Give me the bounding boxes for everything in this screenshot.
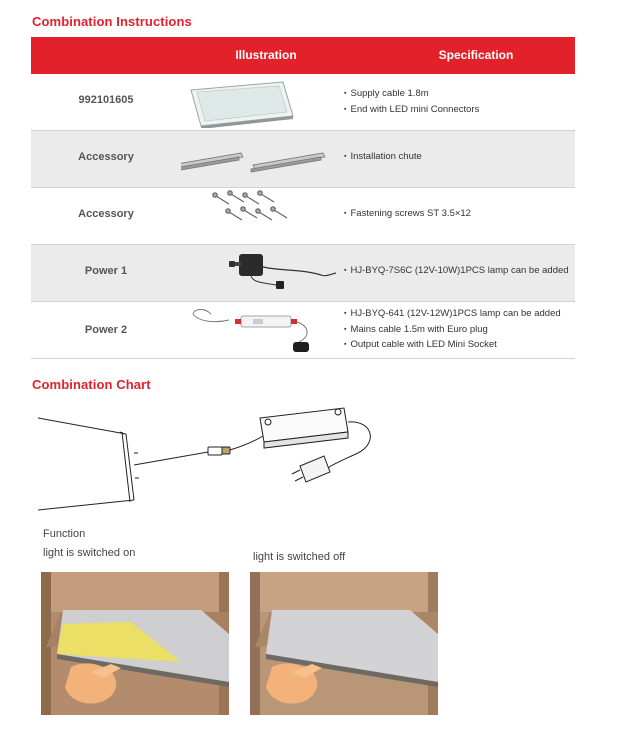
- spec-item: ▪ Fastening screws ST 3.5×12: [344, 206, 471, 222]
- power-adapter-icon: [181, 249, 341, 302]
- row-name: Power 1: [84, 265, 128, 277]
- combination-diagram: [38, 398, 398, 518]
- light-on-label: light is switched on: [43, 547, 136, 559]
- row-spec: [344, 306, 561, 353]
- table-row: [31, 302, 575, 359]
- combination-chart-title: Combination Chart: [32, 377, 151, 392]
- row-spec: [344, 263, 569, 279]
- table-row: [31, 245, 575, 302]
- spec-item: ▪ HJ-BYQ-641 (12V-12W)1PCS lamp can be added: [344, 306, 561, 322]
- led-panel-icon: [181, 78, 341, 133]
- table-row: [31, 74, 575, 131]
- row-spec: [344, 149, 422, 165]
- spec-item: ▪ End with LED mini Connectors: [344, 102, 479, 118]
- row-name: 992101605: [78, 94, 134, 106]
- spec-item: ▪ Installation chute: [344, 149, 422, 165]
- light-on-image: [41, 572, 229, 715]
- combination-instructions-title: Combination Instructions: [32, 14, 192, 29]
- row-spec: [344, 206, 471, 222]
- light-off-label: light is switched off: [253, 551, 346, 563]
- screws-icon: [181, 190, 341, 241]
- installation-chute-icon: [181, 139, 341, 184]
- light-off-image: [250, 572, 438, 715]
- spec-item: ▪ Mains cable 1.5m with Euro plug: [344, 322, 561, 338]
- spec-item: ▪ HJ-BYQ-7S6C (12V-10W)1PCS lamp can be added: [344, 263, 569, 279]
- spec-item: ▪ Output cable with LED Mini Socket: [344, 337, 561, 353]
- row-name: Accessory: [78, 208, 134, 220]
- table-header: [31, 37, 575, 74]
- table-row: [31, 188, 575, 245]
- header-specification: Specification: [438, 48, 514, 62]
- spec-item: ▪ Supply cable 1.8m: [344, 86, 479, 102]
- driver-box-icon: [181, 304, 341, 361]
- function-label: Function: [43, 528, 86, 540]
- row-name: Power 2: [84, 324, 128, 336]
- table-row: [31, 131, 575, 188]
- instructions-table: [31, 37, 575, 359]
- header-illustration: Illustration: [235, 48, 297, 62]
- row-spec: [344, 86, 479, 117]
- row-name: Accessory: [78, 151, 134, 163]
